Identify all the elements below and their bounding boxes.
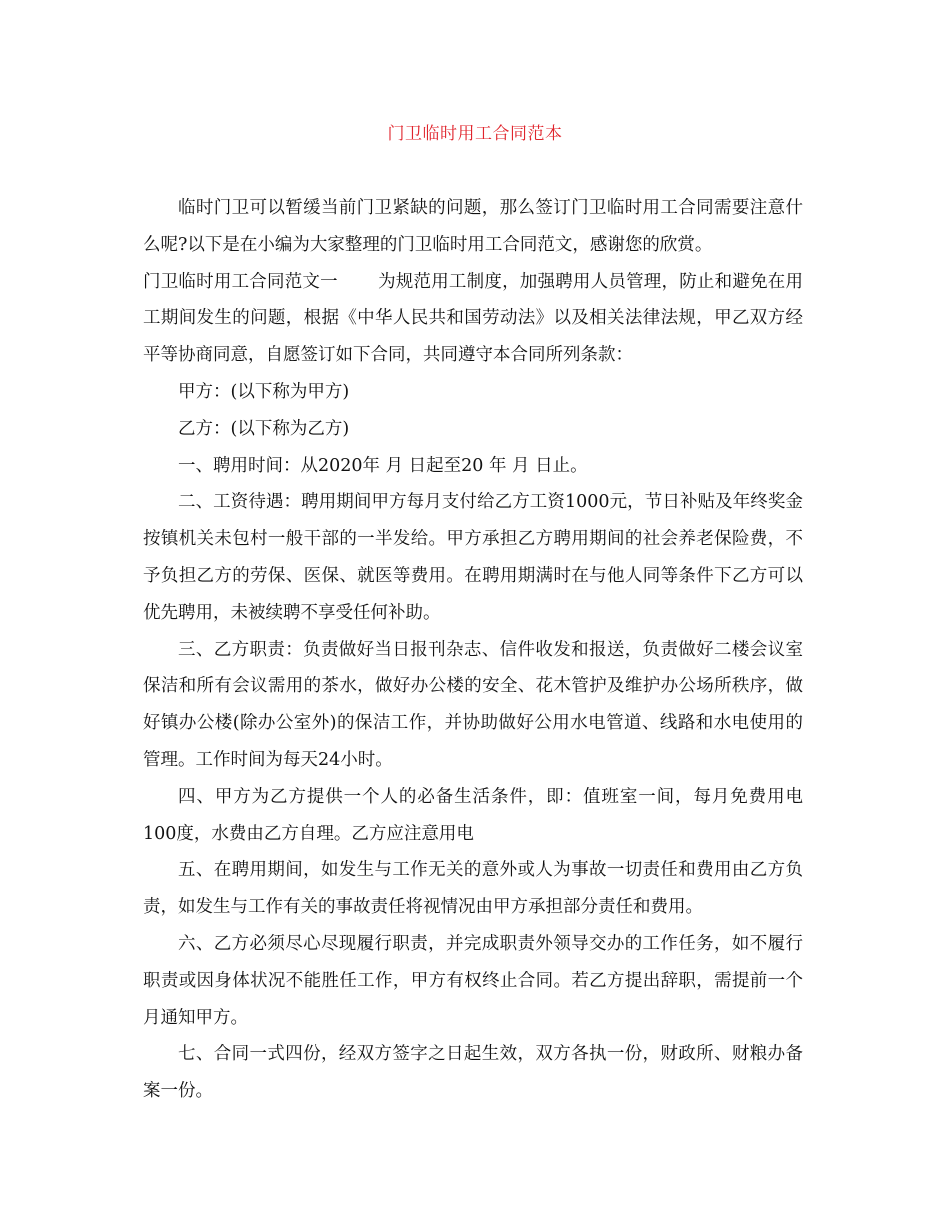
preamble-text: 为规范用工制度，加强聘用人员管理，防止和避免在用工期间发生的问题，根据《中华人民共和国劳动法》以及相关法律法规，甲乙双方经平等协商同意，自愿签订如下合同，共同遵守本合同所列条款： <box>143 271 804 366</box>
clause-4: 四、甲方为乙方提供一个人的必备生活条件，即：值班室一间，每月免费用电100度，水费由乙方自理。乙方应注意用电 <box>143 786 803 844</box>
document-body <box>143 190 803 1110</box>
clause-5: 五、在聘用期间，如发生与工作无关的意外或人为事故一切责任和费用由乙方负责，如发生与工作有关的事故责任将视情况由甲方承担部分责任和费用。 <box>143 860 803 918</box>
sample-heading: 门卫临时用工合同范文一 <box>143 271 338 292</box>
clause-7: 七、合同一式四份，经双方签字之日起生效，双方各执一份，财政所、财粮办备案一份。 <box>143 1044 803 1102</box>
party-b-line: 乙方：(以下称为乙方) <box>178 418 350 439</box>
sample-paragraph <box>143 264 803 374</box>
party-a-line: 甲方：(以下称为甲方) <box>178 381 350 402</box>
intro-paragraph: 临时门卫可以暂缓当前门卫紧缺的问题，那么签订门卫临时用工合同需要注意什么呢?以下是在小编为大家整理的门卫临时用工合同范文，感谢您的欣赏。 <box>143 198 803 255</box>
clause-1: 一、聘用时间：从2020年 月 日起至20 年 月 日止。 <box>178 455 588 476</box>
clause-3: 三、乙方职责：负责做好当日报刊杂志、信件收发和报送，负责做好二楼会议室保洁和所有会议需用的茶水，做好办公楼的安全、花木管护及维护办公场所秩序，做好镇办公楼(除办公室外)的保洁工作，并协助做好公用水电管道、线路和水电使用的管理。工作时间为每天24小时。 <box>143 639 803 770</box>
document-title: 门卫临时用工合同范本 <box>387 124 563 144</box>
clause-2: 二、工资待遇：聘用期间甲方每月支付给乙方工资1000元，节日补贴及年终奖金按镇机关未包村一般干部的一半发给。甲方承担乙方聘用期间的社会养老保险费，不予负担乙方的劳保、医保、就医等费用。在聘用期满时在与他人同等条件下乙方可以优先聘用，未被续聘不享受任何补助。 <box>143 492 803 623</box>
clause-6: 六、乙方必须尽心尽现履行职责，并完成职责外领导交办的工作任务，如不履行职责或因身体状况不能胜任工作，甲方有权终止合同。若乙方提出辞职，需提前一个月通知甲方。 <box>143 933 803 1028</box>
